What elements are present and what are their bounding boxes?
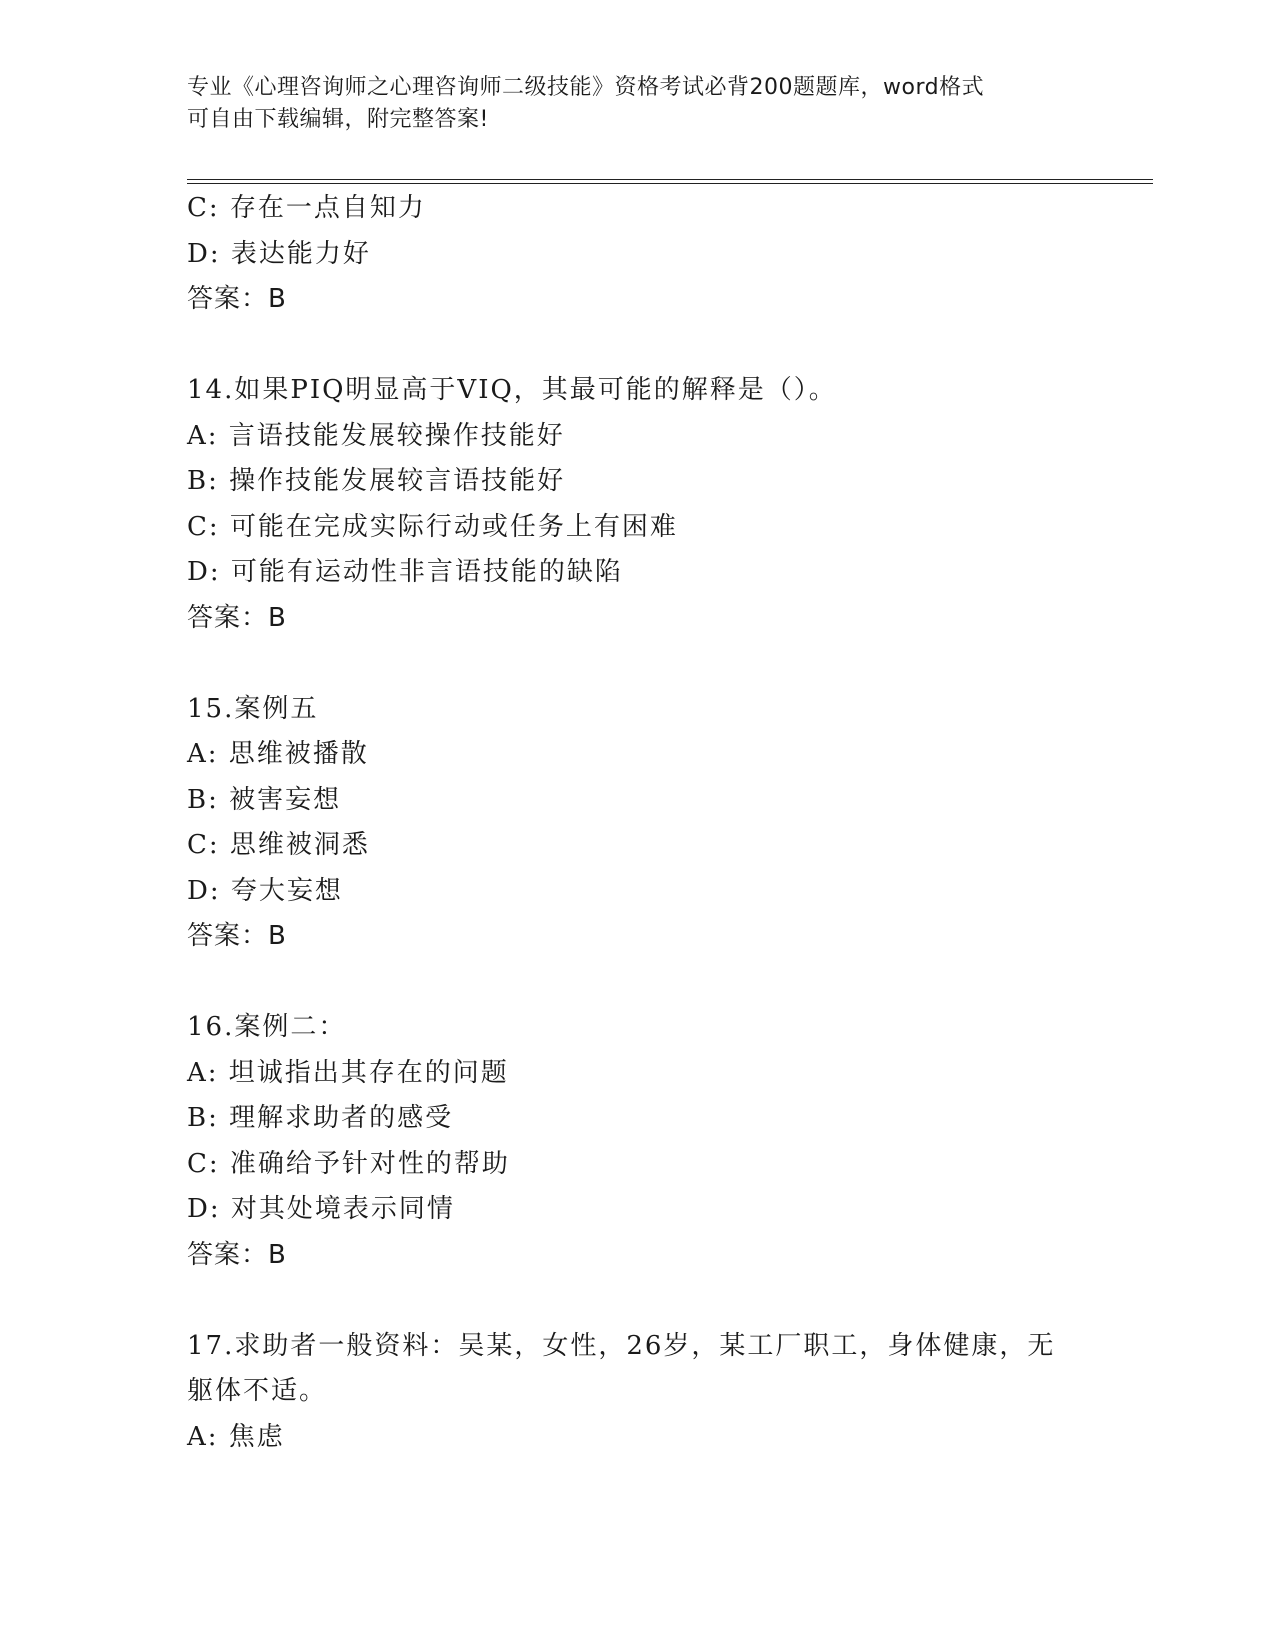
- header-title-line-2: 可自由下载编辑，附完整答案!: [187, 107, 489, 132]
- option-line: D: 夸大妄想: [187, 875, 343, 906]
- option-line: C: 思维被洞悉: [187, 830, 370, 860]
- option-line: D: 可能有运动性非言语技能的缺陷: [187, 557, 623, 587]
- option-line: C: 可能在完成实际行动或任务上有困难: [187, 511, 678, 542]
- question-text: 14.如果PIQ明显高于VIQ，其最可能的解释是（）。: [187, 375, 837, 405]
- question-text: 15.案例五: [187, 693, 319, 724]
- option-line: B: 被害妄想: [187, 784, 342, 815]
- blank-spacer: [187, 641, 1107, 687]
- option-line: B: 理解求助者的感受: [187, 1103, 454, 1133]
- option-line: A: 焦虑: [187, 1421, 285, 1452]
- document-header: [187, 72, 1067, 136]
- question-text: 躯体不适。: [187, 1376, 328, 1406]
- question-content: [187, 186, 1107, 1460]
- option-line: A: 坦诚指出其存在的问题: [187, 1057, 509, 1088]
- option-line: C: 存在一点自知力: [187, 193, 426, 223]
- blank-spacer: [187, 323, 1107, 369]
- option-line: B: 操作技能发展较言语技能好: [187, 466, 566, 496]
- blank-spacer: [187, 960, 1107, 1006]
- option-line: A: 思维被播散: [187, 739, 369, 769]
- header-title-line-1: 专业《心理咨询师之心理咨询师二级技能》资格考试必背200题题库，word格式: [187, 75, 985, 100]
- header-divider-top: [187, 179, 1153, 180]
- header-divider-bottom: [187, 183, 1153, 184]
- option-line: D: 对其处境表示同情: [187, 1194, 455, 1224]
- answer-line: 答案：B: [187, 284, 287, 314]
- question-text: 17.求助者一般资料：吴某，女性，26岁，某工厂职工，身体健康，无: [187, 1330, 1056, 1361]
- option-line: C: 准确给予针对性的帮助: [187, 1148, 510, 1179]
- option-line: D: 表达能力好: [187, 238, 371, 269]
- question-text: 16.案例二：: [187, 1012, 347, 1042]
- answer-line: 答案：B: [187, 602, 287, 633]
- blank-spacer: [187, 1278, 1107, 1324]
- option-line: A: 言语技能发展较操作技能好: [187, 420, 565, 451]
- answer-line: 答案：B: [187, 1239, 287, 1270]
- answer-line: 答案：B: [187, 921, 287, 951]
